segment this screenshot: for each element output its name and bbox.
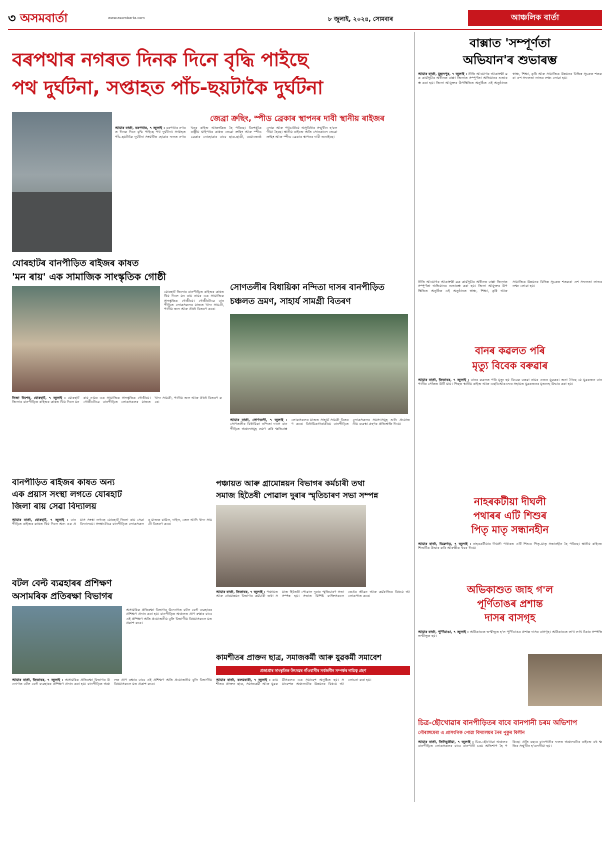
top-right-byline: আমাৰ বাৰ্তা, মুছলপুৰ, ৭ জুলাই : [418, 72, 468, 76]
section-label: আঞ্চলিক বাৰ্তা [468, 10, 602, 26]
sonitpur-headline-2: চঞ্চলত ভ্ৰমণ, সাহাৰ্য সামগ্ৰী বিতৰণ [230, 297, 351, 307]
jorhat-caption: নিজা বিশেষ, যোৰহাট, ৭ জুলাই : [12, 396, 66, 400]
web-address: www.asombarta.com [108, 16, 145, 20]
seminar-headline-1: পঞ্চায়ত আৰু গ্ৰামোন্নয়ন বিভাগৰ কৰ্মচাৰী তথা [216, 479, 365, 488]
seminar-headline-2: সমাজ হিতৈষী পোৱাল দুৰাৰ স্মৃতিচাৰণ সভা সম্পন্ন [216, 491, 379, 500]
child-headline-1: নাহৰকটীয়া দীঘলী [474, 497, 546, 508]
school-body [12, 518, 212, 573]
seminar-byline: আমাৰ বাৰ্তা, তিতাবৰ, ৭ জুলাই : [216, 590, 266, 594]
bottom-right-headline: চিত্ৰ-ছৌখোৱাৰ বানপীড়িতৰ বাবে বানপানী চৰম অভিশাপ [418, 719, 578, 727]
page-number: ৩ [8, 11, 16, 25]
honour-headline-3: দাসৰ বাসগৃহ [484, 613, 536, 624]
meeting-text: কামশীতৰ প্ৰাক্তন ছাত্ৰ, সমাজকৰ্মী আৰু যুৱকৰ্মীসকলৰ এক সমাবেশ অনুষ্ঠিত হয়। সমাবেশত অঞ্চলটোৰ উন্নয়নৰ বিষয়ে আলোচনা কৰা হয়। [216, 678, 372, 687]
belt-side-text: অসামৰিক প্ৰতিৰক্ষা বিভাগৰ উদ্যোগত বটল বেল্ট ব্যৱহাৰৰ প্ৰশিক্ষণ প্ৰদান কৰা হয়। বানপীড়িত অঞ্চলত প্ৰাণ ৰক্ষাৰ বাবে এই প্ৰশিক্ষণ অতি প্ৰয়োজনীয় বুলি বিভাগীয় বিষয়াসকলে মত প্ৰকাশ কৰে। [126, 608, 212, 625]
school-text: বানপীড়িত ৰাইজৰ কাষত থিয় দিলে অন্য এক প্ৰয়াস সংস্থা লগতে যোৰহাট জিলা ৰায় সেৱা বিদ্যালয়ে। সংস্থাটোৱে বানপীড়িত লোকসকলৰ মাজত চাউল, দাইল, তেল আদি খাদ্য সামগ্ৰী বিতৰণ কৰে। [12, 518, 212, 527]
belt-photo [12, 606, 122, 674]
lead-subhead: জেব্ৰা ক্ৰছিং, স্পীড ব্ৰেকাৰ স্থাপনৰ দাবী স্থানীয় ৰাইজৰ [210, 114, 385, 123]
jorhat-headline-1: যোৰহাটৰ বানপীড়িত ৰাইজৰ কাষত [12, 259, 139, 269]
sonitpur-text: সোণতলীৰ বিধায়িকা নন্দিতা দাসে বানপীড়িত অঞ্চলসমূহ ভ্ৰমণ কৰি ক্ষতিগ্ৰস্ত লোকসকলৰ মাজত সাহাৰ্য সামগ্ৰী বিতৰণ কৰে। বিধায়িকাগৰাকীয়ে বানপীড়িত লোকসকলৰ সমস্যাসমূহ শুনি প্ৰয়োজনীয় ব্যৱস্থা গ্ৰহণৰ প্ৰতিশ্ৰুতি দিয়ে। [230, 418, 410, 431]
lead-headline-1: বৰপথাৰ নগৰত দিনক দিনে বৃদ্ধি পাইছে [12, 49, 309, 71]
belt-byline: আমাৰ বাৰ্তা, তিতাবৰ, ৭ জুলাই : [12, 678, 64, 682]
sonitpur-byline: আমাৰ বাৰ্তা, সোণতলী, ৭ জুলাই : [230, 418, 288, 422]
honour-text: অগ্নিকাণ্ডত ভস্মীভূত হ'ল পূৰ্ণিডাঙৰ প্ৰশান্ত দাসৰ বাসগৃহ। অগ্নিকাণ্ডত লাখ লাখ টকাৰ সম্পত্তি ভস্মীভূত হয়। [418, 630, 602, 639]
belt-body [12, 678, 212, 806]
meeting-strip: প্ৰজাপ্ৰাৰ সাংস্কৃতিক উৎসৱৰ গাঁওবাসীৰ সৰ্বজনীন সম্পৰ্কৰ দায়িত্ব গ্ৰহণ [216, 666, 410, 675]
belt-headline-2: অসামৰিক প্ৰতিৰক্ষা বিভাগৰ [12, 592, 113, 602]
school-headline-1: বানপীড়িত ৰাইজৰ কাষত অন্য [12, 478, 115, 488]
meeting-headline: কামশীতৰ প্ৰাক্তন ছাত্ৰ, সমাজকৰ্মী আৰু যুৱকৰ্মী সমাবেশ [216, 653, 382, 662]
jorhat-side-text: যোৰহাট জিলাৰ বানপীড়িত ৰাইজৰ কাষত থিয় দিলে মন ৰায় নামৰ এক সামাজিক সাংস্কৃতিক গোষ্ঠীয়ে। গোষ্ঠীটোৱে বানপীড়িত লোকসকলৰ মাজত খাদ্য সামগ্ৰী, পানীয় জল আৰু ঔষধ বিতৰণ কৰে। [164, 290, 224, 312]
lead-byline: আমাৰ বাৰ্তা, বৰপথাৰ, ৭ জুলাই : [115, 126, 165, 130]
lead-headline-2: পথ দুৰ্ঘটনা, সপ্তাহত পাঁচ-ছয়টাকৈ দুৰ্ঘটনা [12, 77, 324, 99]
meeting-byline: আমাৰ বাৰ্তা, কলমবাৰী, ৭ জুলাই : [216, 678, 271, 682]
top-right-headline-1: বাক্সাত 'সম্পূৰ্ণতা [469, 36, 551, 50]
top-right-text: নীতি আয়োগৰ আকাংক্ষী ব্লক কাৰ্যসূচীৰ অধীনত বাক্সা জিলাত সম্পূৰ্ণতা অভিযানৰ শুভাৰম্ভ কৰা হয়। জিলা আয়ুক্তৰ উপস্থিতিত অনুষ্ঠিত এই অনুষ্ঠানত স্বাস্থ্য, শিক্ষা, কৃষি আৰু সামাজিক উন্নয়নৰ বিভিন্ন সূচকত শতকৰা এশ সফলতা লাভৰ লক্ষ্য লোৱা হয়। [418, 72, 602, 85]
child-body [418, 542, 602, 578]
jorhat-headline-2: 'মন ৰায়' এক সামাজিক সাংস্কৃতিক গোষ্ঠী [12, 272, 166, 283]
top-right-body [418, 72, 602, 272]
masthead [8, 8, 602, 30]
bottom-right-text: চিত্ৰ-ছৌখোৱা অঞ্চলৰ বানপীড়িত লোকসকলৰ বাবে বানপানী চৰম অভিশাপ হৈ পৰিছে। প্ৰতি বছৰে বানপানীৰ ফলত অঞ্চলটোৰ ৰাইজে বহু ক্ষতিৰ সন্মুখীন হ'বলগীয়া হয়। [418, 740, 602, 749]
bottom-right-body [418, 740, 602, 806]
right-col-rule [414, 32, 415, 802]
brand-logo [8, 10, 68, 26]
child-byline: আমাৰ বাৰ্তা, ডিব্ৰুগড়, ৭ জুলাই : [418, 542, 472, 546]
wave-headline-1: বানৰ কৱলত পৰি [474, 346, 546, 357]
belt-headline-1: বটল বেল্ট ব্যৱহাৰৰ প্ৰশিক্ষণ [12, 579, 112, 589]
honour-photo [528, 654, 602, 706]
top-right-headline-2: অভিযান'ৰ শুভাৰম্ভ [463, 53, 557, 67]
right-mid-body [418, 280, 602, 338]
seminar-body [216, 590, 410, 648]
honour-headline-2: পূৰ্ণিতাঙৰ প্ৰশান্ত [477, 599, 543, 610]
sonitpur-headline-1: সোণতলীৰ বিধায়িকা নন্দিতা দাসৰ বানপীড়িত [230, 283, 385, 293]
wave-body [418, 378, 602, 488]
photo-road [12, 192, 112, 252]
child-headline-3: পিতৃ মাতৃ সন্ধানহীন [471, 525, 549, 536]
jorhat-body [12, 396, 222, 464]
jorhat-text: যোৰহাট জিলাৰ বানপীড়িত ৰাইজৰ কাষত থিয় দিলে মন ৰায় নামৰ এক সামাজিক সাংস্কৃতিক গোষ্ঠীয়ে। গোষ্ঠীটোৱে বানপীড়িত লোকসকলৰ মাজত খাদ্য সামগ্ৰী, পানীয় জল আৰু ঔষধ বিতৰণ কৰে। [12, 396, 222, 405]
lead-text: বৰপথাৰ নগৰত দিনক দিনে বৃদ্ধি পাইছে পথ দুৰ্ঘটনা। সপ্তাহত পাঁচ-ছয়টাকৈ দুৰ্ঘটনা সংঘটিত হোৱাৰ ফলত নগৰখনৰ ৰাইজ আতংকিত হৈ পৰিছে। বিশেষকৈ ৰাষ্ট্ৰীয় ঘাইপথৰ কাষত জেব্ৰা ক্ৰছিং আৰু স্পীড ব্ৰেকাৰ নোহোৱাৰ বাবে ছাত্ৰ-ছাত্ৰী, বয়োজ্যেষ্ঠ লোক আৰু পথচাৰীয়ে অসুবিধাৰ সন্মুখীন হ'বলগীয়া হৈছে। স্থানীয় ৰাইজে অতি সোনকালে জেব্ৰা ক্ৰছিং আৰু স্পীড ব্ৰেকাৰ স্থাপনৰ দাবী জনাইছে। [115, 126, 338, 139]
lead-body [115, 126, 413, 256]
honour-byline: আমাৰ বাৰ্তা, পূৰ্ণিডাঙা, ৭ জুলাই : [418, 630, 469, 634]
seminar-photo [216, 505, 366, 587]
wave-text: বানৰ কৱলত পৰি মৃত্যু হয় বিবেক বৰুৱা নামৰ এজন যুৱকৰ। জনা গৈছে যে যুৱকজন বানপানীৰ সোঁতত উটি যায়। পিছত স্থানীয় ৰাইজ আৰু এছডিআৰএফৰ সহায়ত যুৱকজনৰ মৃতদেহ উদ্ধাৰ কৰা হয়। [418, 378, 602, 387]
wave-byline: আমাৰ বাৰ্তা, তিতাবৰ, ৭ জুলাই : [418, 378, 470, 382]
child-text: নাহৰকটীয়াৰ দীঘলী পথাৰত এটি শিশুৰ পিতৃ-মাতৃ সন্ধানহীন হৈ পৰিছে। স্থানীয় ৰাইজে শিশুটিক উদ্ধাৰ কৰি আৰক্ষীক খবৰ দিয়ে। [418, 542, 602, 551]
belt-text: অসামৰিক প্ৰতিৰক্ষা বিভাগৰ উদ্যোগত বটল বেল্ট ব্যৱহাৰৰ প্ৰশিক্ষণ প্ৰদান কৰা হয়। বানপীড়িত অঞ্চলত প্ৰাণ ৰক্ষাৰ বাবে এই প্ৰশিক্ষণ অতি প্ৰয়োজনীয় বুলি বিভাগীয় বিষয়াসকলে মত প্ৰকাশ কৰে। [12, 678, 212, 687]
wave-headline-2: মৃত্যু বিবেক বৰুৱাৰ [472, 361, 548, 372]
seminar-text: পঞ্চায়ত আৰু গ্ৰামোন্নয়ন বিভাগৰ কৰ্মচাৰী তথা সমাজ হিতৈষী পোৱাল দুৰাৰ স্মৃতিচাৰণ সভা সম্পন্ন হয়। সভাত বিশিষ্ট ব্যক্তিসকলে তেওঁৰ জীৱন আৰু কৰ্মৰাজিৰ বিষয়ে আলোকপাত কৰে। [216, 590, 410, 599]
bottom-right-byline: আমাৰ বাৰ্তা, তিনিচুকীয়া, ৭ জুলাই : [418, 740, 474, 744]
belt-side-body [126, 608, 212, 674]
bottom-right-subhead: গৌৰাঙ্গমেৰা এ প্ৰাসংগিক পোৱা বিদ্যালয়ৰ নৈৰ পুকুৰ বিলীন [418, 731, 525, 736]
honour-headline-1: অভিকাশুত জাহ গ'ল [466, 585, 554, 596]
right-mid-text: নীতি আয়োগৰ আকাংক্ষী ব্লক কাৰ্যসূচীৰ অধীনত বাক্সা জিলাত সম্পূৰ্ণতা অভিযানৰ শুভাৰম্ভ কৰা হয়। জিলা আয়ুক্তৰ উপস্থিতিত অনুষ্ঠিত এই অনুষ্ঠানত স্বাস্থ্য, শিক্ষা, কৃষি আৰু সামাজিক উন্নয়নৰ বিভিন্ন সূচকত শতকৰা এশ সফলতা লাভৰ লক্ষ্য লোৱা হয়। [418, 280, 602, 293]
jorhat-photo [12, 286, 160, 392]
school-headline-3: জিলা ৰায় সেৱা বিদ্যালয় [12, 502, 97, 512]
sonitpur-photo [230, 314, 408, 414]
school-byline: আমাৰ বাৰ্তা, যোৰহাট, ৭ জুলাই : [12, 518, 69, 522]
meeting-body [216, 678, 410, 806]
issue-date: ৮ জুলাই, ২০২৪, সোমবাৰ [328, 16, 393, 23]
brand-name: অসমবাৰ্তা [20, 11, 68, 25]
lead-photo [12, 112, 112, 252]
child-headline-2: পথাৰৰ এটি শিশুৰ [473, 511, 547, 522]
school-headline-2: এক প্ৰয়াস সংস্থা লগতে যোৰহাট [12, 490, 122, 500]
